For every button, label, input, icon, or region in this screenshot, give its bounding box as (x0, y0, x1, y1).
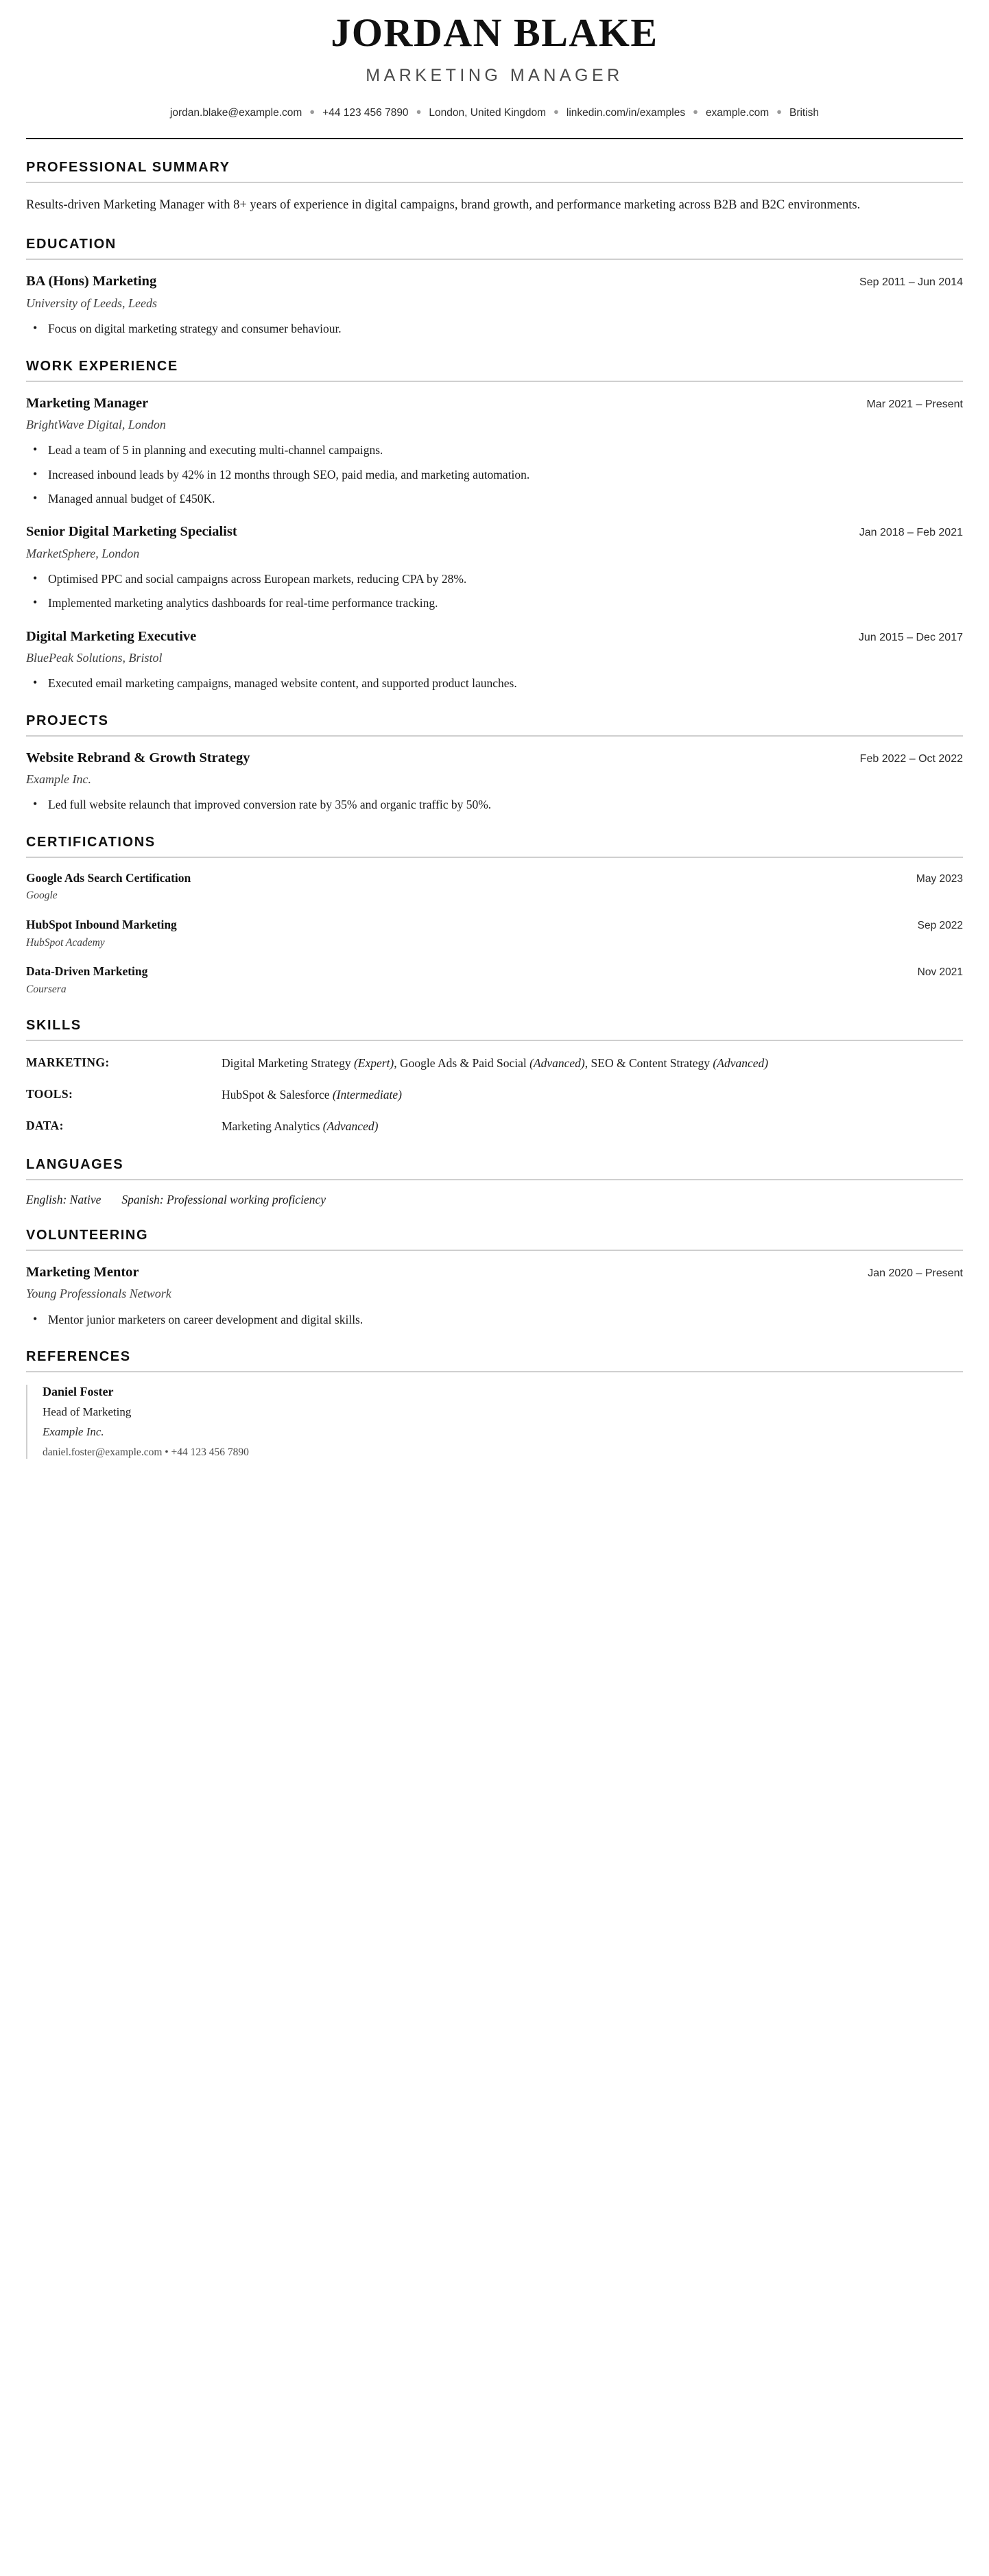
entry-title: Google Ads Search Certification (26, 870, 191, 885)
entry-header (26, 272, 963, 291)
bullet-list (26, 570, 963, 612)
entry-subtitle: BluePeak Solutions, Bristol (26, 651, 163, 665)
reference-entries (26, 1385, 963, 1459)
skill-value-list (222, 1053, 768, 1073)
bullet-item: • Executed email marketing campaigns, managed website content, and supported product launches. (26, 674, 963, 692)
section-heading: REFERENCES (26, 1348, 131, 1364)
entry-subtitle: Google (26, 890, 58, 902)
section-heading: LANGUAGES (26, 1156, 124, 1172)
contact-item: London, United Kingdom (429, 106, 547, 119)
skill-category-label: DATA: (26, 1119, 64, 1133)
entry-title: Website Rebrand & Growth Strategy (26, 750, 250, 765)
skill-level: (Advanced) (529, 1056, 585, 1070)
section-divider (26, 1179, 963, 1180)
summary-text: Results-driven Marketing Manager with 8+ years of experience in digital campaigns, brand growth, and performance marketing across B2B and B2C environments. (26, 198, 861, 213)
entry-header (26, 394, 963, 414)
section-professional-summary (26, 160, 963, 216)
section-certifications (26, 835, 963, 997)
entry-date: Nov 2021 (917, 966, 963, 979)
resume-header (26, 0, 963, 139)
section-heading: WORK EXPERIENCE (26, 358, 178, 374)
bullet-item: • Lead a team of 5 in planning and executing multi-channel campaigns. (26, 441, 963, 459)
languages-list (26, 1193, 963, 1207)
entry (26, 394, 963, 508)
skill-category-label: MARKETING: (26, 1055, 110, 1069)
contact-item: jordan.blake@example.com (169, 106, 302, 119)
section-divider (26, 182, 963, 183)
entry (26, 523, 963, 612)
language-item: English: Native (26, 1192, 102, 1206)
skill-category-label: TOOLS: (26, 1087, 73, 1101)
reference-name: Daniel Foster (43, 1384, 114, 1398)
reference-role: Head of Marketing (43, 1405, 132, 1418)
entry-title: Marketing Manager (26, 395, 149, 411)
bullet-list (26, 320, 963, 337)
entry-subtitle: MarketSphere, London (26, 546, 140, 560)
section-divider (26, 259, 963, 260)
entry-subtitle: University of Leeds, Leeds (26, 296, 157, 311)
entry-date: Jan 2020 – Present (868, 1267, 963, 1279)
entry (26, 964, 963, 997)
education-entries (26, 272, 963, 337)
entry-date: Jun 2015 – Dec 2017 (858, 631, 963, 643)
entry-header (26, 964, 963, 980)
section-heading: EDUCATION (26, 237, 117, 252)
contact-separator-icon: ● (416, 106, 422, 117)
entry (26, 1263, 963, 1328)
header-divider (26, 138, 963, 139)
bullet-item: • Optimised PPC and social campaigns across European markets, reducing CPA by 28%. (26, 570, 963, 588)
contact-item: British (789, 106, 820, 119)
contact-separator-icon: ● (693, 106, 698, 117)
skill-groups (26, 1053, 963, 1136)
skill-level: (Advanced) (713, 1056, 769, 1070)
entry-title: HubSpot Inbound Marketing (26, 918, 177, 932)
bullet-list (26, 796, 963, 813)
entry-header (26, 1263, 963, 1283)
section-heading: SKILLS (26, 1017, 82, 1033)
contact-line (59, 104, 930, 123)
contact-item: linkedin.com/in/examples (566, 106, 686, 119)
entry (26, 272, 963, 337)
project-entries (26, 749, 963, 814)
skill-name: Marketing Analytics (222, 1119, 323, 1134)
entry-date: Mar 2021 – Present (866, 398, 963, 410)
skill-separator: , (584, 1056, 591, 1070)
entry-subtitle: BrightWave Digital, London (26, 418, 166, 432)
section-heading: PROJECTS (26, 713, 109, 728)
section-skills (26, 1018, 963, 1136)
entry-header (26, 870, 963, 887)
contact-separator-icon: ● (553, 106, 559, 117)
skill-name: Digital Marketing Strategy (222, 1056, 354, 1070)
entry (26, 870, 963, 903)
entry-header (26, 523, 963, 542)
section-projects (26, 713, 963, 814)
entry-header (26, 628, 963, 647)
entry-title: BA (Hons) Marketing (26, 274, 157, 289)
skill-row (26, 1085, 963, 1104)
section-heading: VOLUNTEERING (26, 1227, 149, 1243)
section-divider (26, 1250, 963, 1251)
bullet-item: • Led full website relaunch that improved conversion rate by 35% and organic traffic by 50%. (26, 796, 963, 813)
work-entries (26, 394, 963, 693)
section-divider (26, 1040, 963, 1041)
bullet-list (26, 674, 963, 692)
volunteering-entries (26, 1263, 963, 1328)
section-divider (26, 381, 963, 382)
reference-contact: daniel.foster@example.com • +44 123 456 7890 (43, 1446, 249, 1458)
entry-date: Sep 2022 (917, 920, 963, 932)
section-heading: PROFESSIONAL SUMMARY (26, 160, 230, 176)
section-divider (26, 1371, 963, 1372)
section-education (26, 237, 963, 337)
bullet-item: • Focus on digital marketing strategy and consumer behaviour. (26, 320, 963, 337)
bullet-list (26, 441, 963, 508)
entry (26, 917, 963, 950)
section-divider (26, 857, 963, 858)
entry-header (26, 917, 963, 933)
bullet-item: • Mentor junior marketers on career development and digital skills. (26, 1311, 963, 1328)
skill-name: SEO & Content Strategy (591, 1056, 713, 1070)
job-title: MARKETING MANAGER (366, 65, 623, 85)
skill-level: (Expert) (353, 1056, 394, 1070)
certification-entries (26, 870, 963, 997)
entry-subtitle: Coursera (26, 983, 67, 995)
contact-item: example.com (705, 106, 770, 119)
entry-subtitle: Example Inc. (26, 772, 91, 787)
contact-separator-icon: ● (309, 106, 315, 117)
entry-title: Marketing Mentor (26, 1264, 139, 1280)
entry-title: Data-Driven Marketing (26, 964, 148, 979)
skill-level: (Advanced) (322, 1119, 379, 1134)
entry-subtitle: HubSpot Academy (26, 936, 105, 949)
bullet-list (26, 1311, 963, 1328)
bullet-item: • Increased inbound leads by 42% in 12 months through SEO, paid media, and marketing automation. (26, 466, 963, 484)
contact-separator-icon: ● (776, 106, 782, 117)
skill-value-list (222, 1085, 402, 1104)
section-volunteering (26, 1228, 963, 1328)
section-references (26, 1349, 963, 1459)
skill-name: Google Ads & Paid Social (400, 1056, 530, 1070)
section-work-experience (26, 359, 963, 693)
entry-date: Feb 2022 – Oct 2022 (859, 752, 963, 765)
entry-date: May 2023 (916, 872, 963, 885)
skill-name: HubSpot & Salesforce (222, 1088, 333, 1102)
skill-level: (Intermediate) (332, 1088, 402, 1102)
skill-row (26, 1117, 963, 1136)
entry-title: Senior Digital Marketing Specialist (26, 524, 237, 540)
bullet-item: • Managed annual budget of £450K. (26, 490, 963, 508)
skill-separator: , (394, 1056, 401, 1070)
page-title: JORDAN BLAKE (331, 10, 658, 55)
bullet-item: • Implemented marketing analytics dashboards for real-time performance tracking. (26, 594, 963, 612)
section-divider (26, 735, 963, 737)
reference-entry (26, 1385, 963, 1459)
entry-header (26, 749, 963, 768)
section-languages (26, 1157, 963, 1207)
entry (26, 749, 963, 814)
skill-value-list (222, 1117, 378, 1136)
reference-company: Example Inc. (43, 1424, 104, 1438)
skill-row (26, 1053, 963, 1073)
section-heading: CERTIFICATIONS (26, 834, 156, 850)
language-item: Spanish: Professional working proficiency (121, 1192, 326, 1206)
contact-item: +44 123 456 7890 (322, 106, 409, 119)
entry-title: Digital Marketing Executive (26, 628, 197, 644)
entry (26, 628, 963, 693)
entry-date: Jan 2018 – Feb 2021 (859, 527, 963, 539)
entry-date: Sep 2011 – Jun 2014 (859, 276, 963, 289)
entry-subtitle: Young Professionals Network (26, 1287, 171, 1301)
